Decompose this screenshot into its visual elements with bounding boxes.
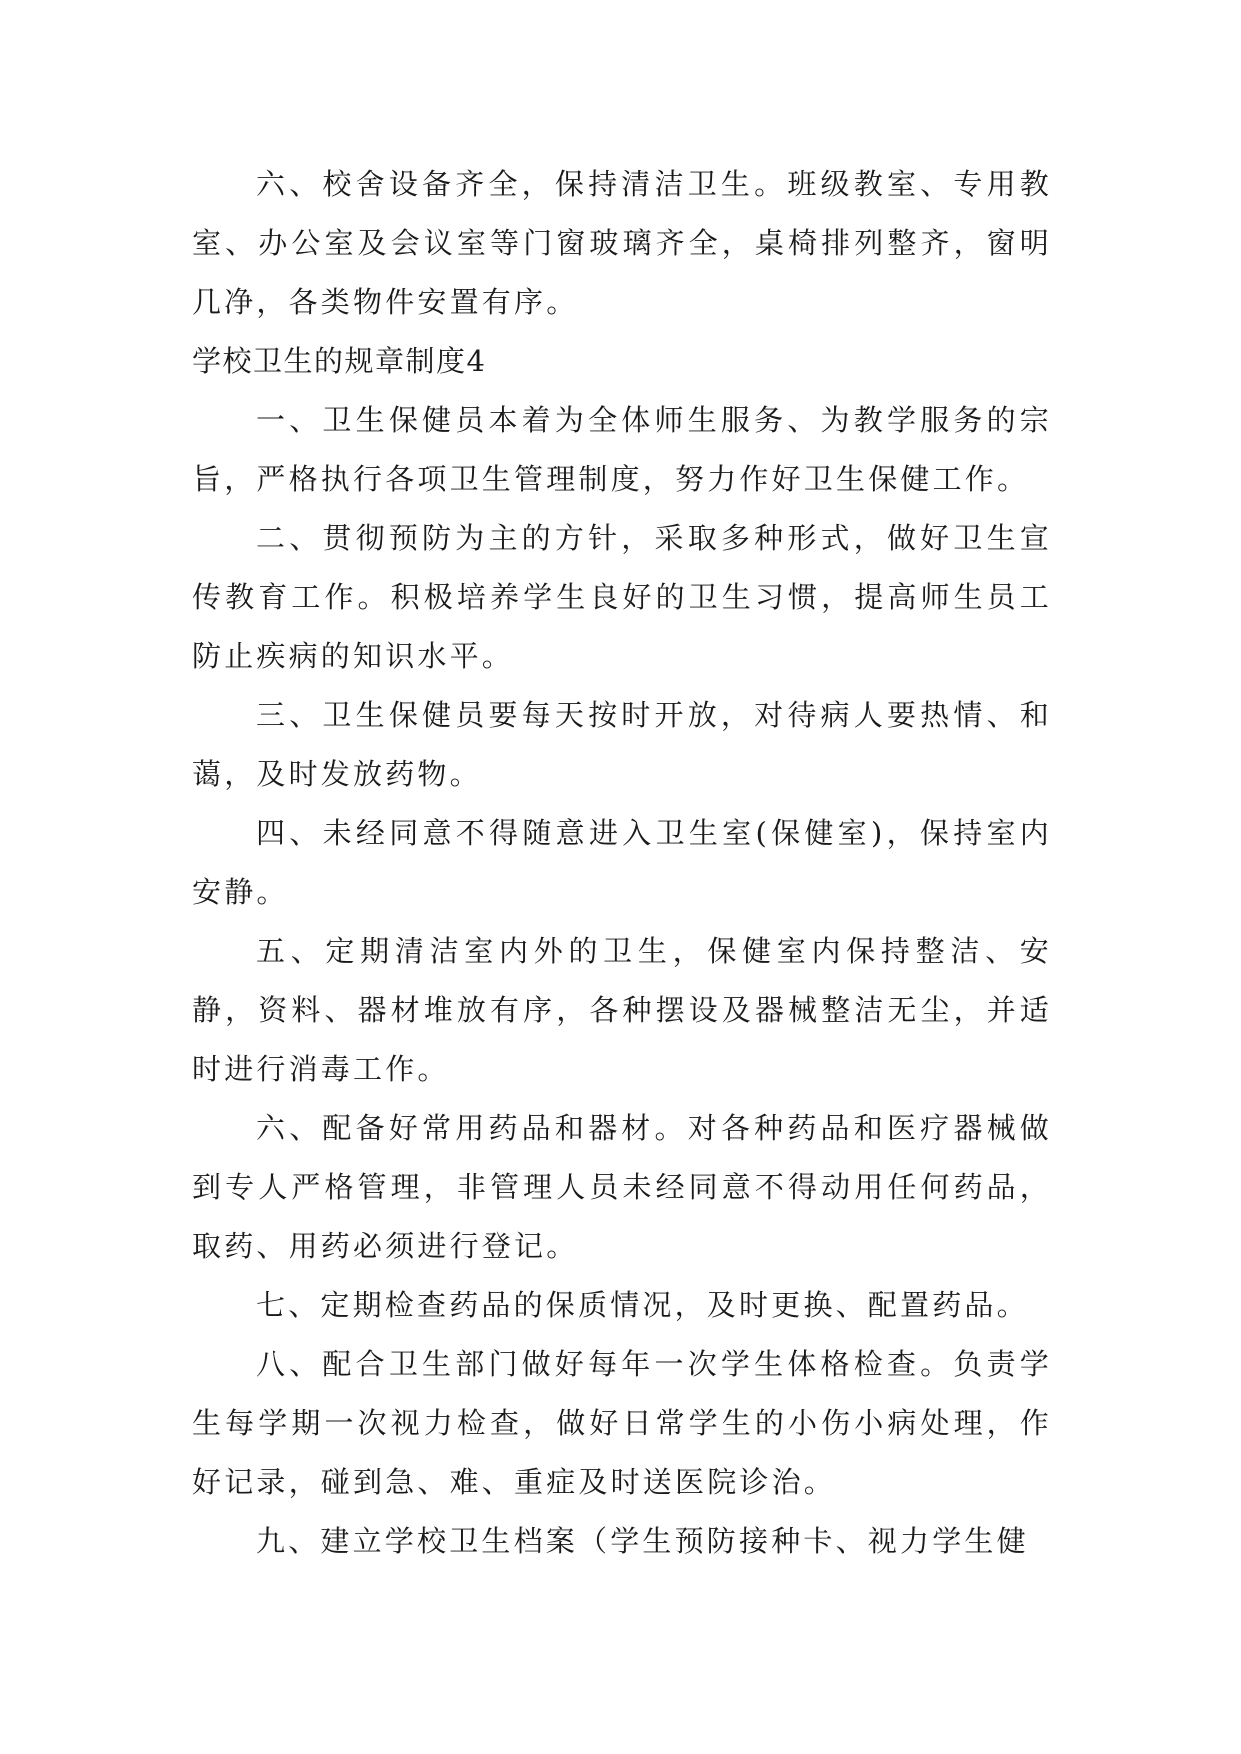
- paragraph-nine-records: 九、建立学校卫生档案（学生预防接种卡、视力学生健: [256, 1524, 1029, 1558]
- paragraph-four-entry: 四、未经同意不得随意进入卫生室(保健室)，保持室内安静。: [192, 816, 1052, 909]
- paragraph-one-purpose: 一、卫生保健员本着为全体师生服务、为教学服务的宗旨，严格执行各项卫生管理制度，努力作好卫生保健工作。: [192, 403, 1052, 496]
- paragraph-five-cleaning: 五、定期清洁室内外的卫生，保健室内保持整洁、安静，资料、器材堆放有序，各种摆设及器械整洁无尘，并适时进行消毒工作。: [192, 934, 1052, 1086]
- paragraph-two-prevention: 二、贯彻预防为主的方针，采取多种形式，做好卫生宣传教育工作。积极培养学生良好的卫生习惯，提高师生员工防止疾病的知识水平。: [192, 521, 1052, 673]
- document-body: [192, 155, 1052, 1571]
- paragraph-six-facilities: 六、校舍设备齐全，保持清洁卫生。班级教室、专用教室、办公室及会议室等门窗玻璃齐全，桌椅排列整齐，窗明几净，各类物件安置有序。: [192, 167, 1052, 319]
- paragraph-eight-checkup: 八、配合卫生部门做好每年一次学生体格检查。负责学生每学期一次视力检查，做好日常学生的小伤小病处理，作好记录，碰到急、难、重症及时送医院诊治。: [192, 1347, 1052, 1499]
- paragraph-three-opening: 三、卫生保健员要每天按时开放，对待病人要热情、和蔼，及时发放药物。: [192, 698, 1052, 791]
- section-heading: 学校卫生的规章制度4: [192, 344, 487, 378]
- paragraph-six-medicine: 六、配备好常用药品和器材。对各种药品和医疗器械做到专人严格管理，非管理人员未经同意不得动用任何药品，取药、用药必须进行登记。: [192, 1111, 1052, 1263]
- paragraph-seven-inspection: 七、定期检查药品的保质情况，及时更换、配置药品。: [256, 1288, 1029, 1322]
